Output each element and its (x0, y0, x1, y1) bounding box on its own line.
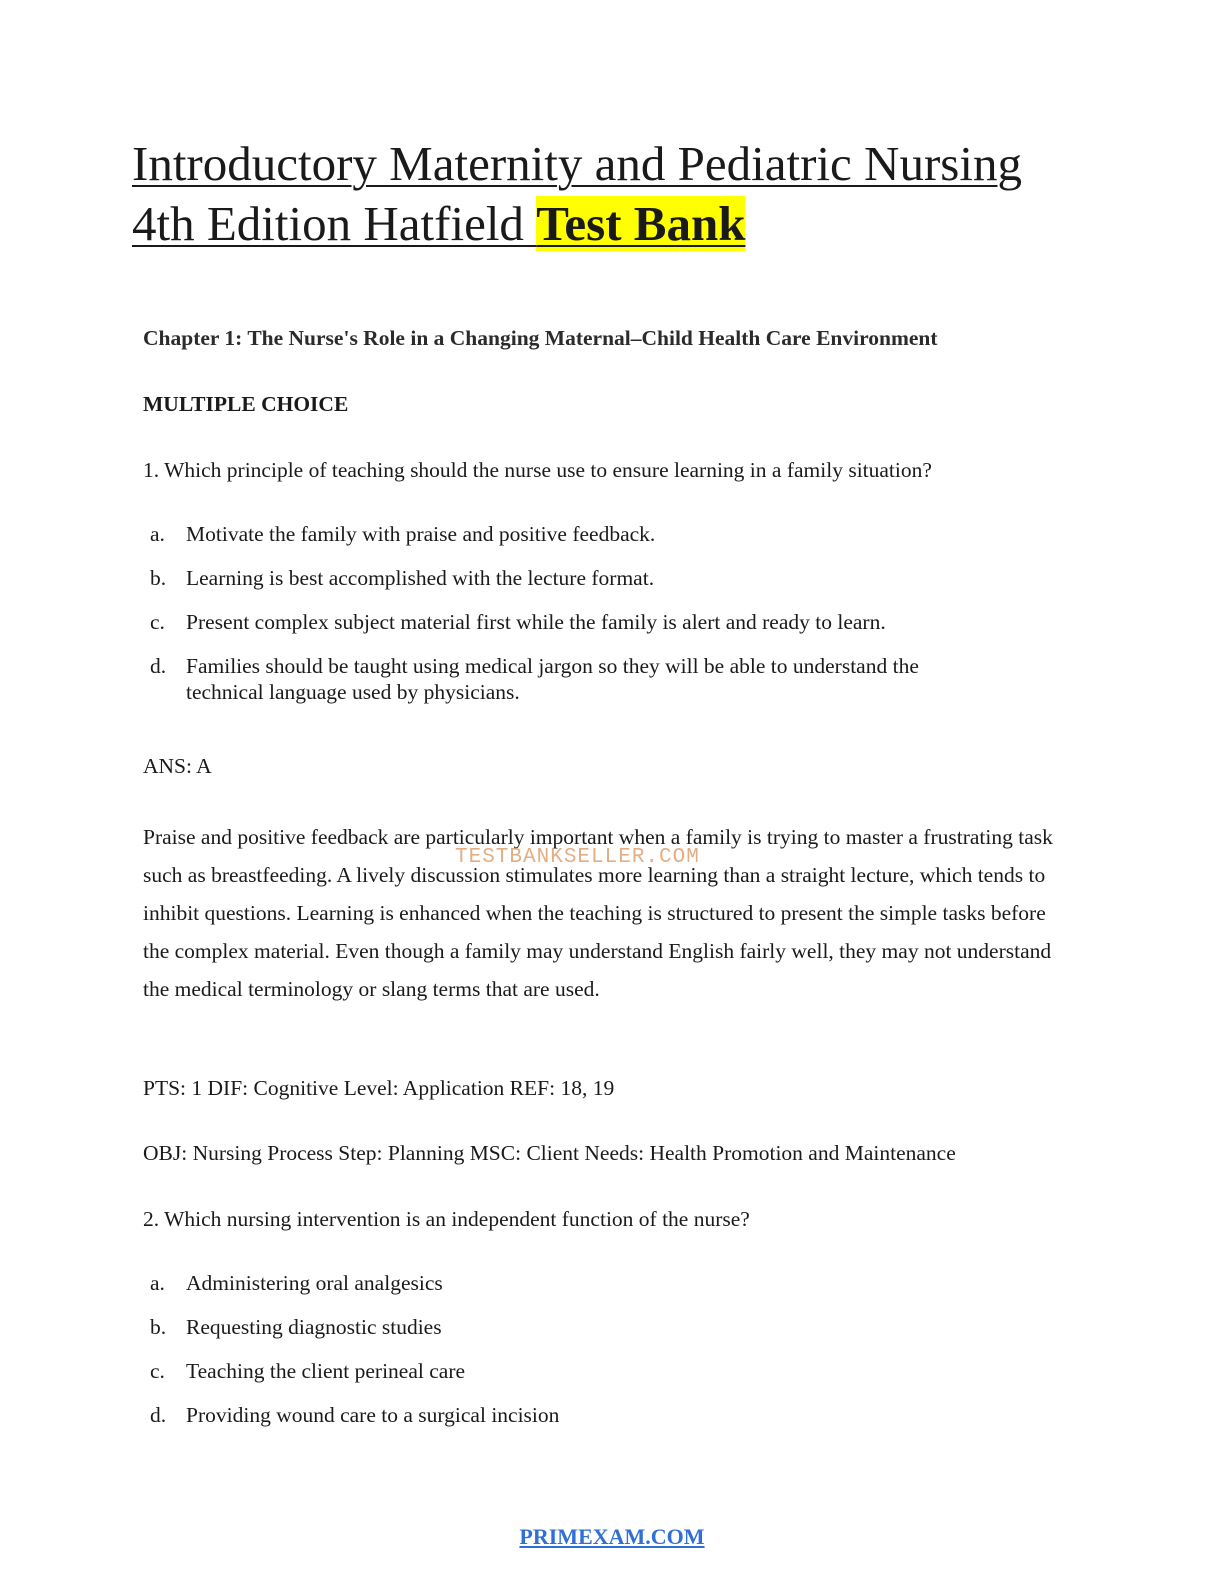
option-text: Requesting diagnostic studies (186, 1315, 442, 1339)
option-letter: d. (150, 1403, 167, 1427)
question-1-options (143, 521, 1043, 705)
option-text: Teaching the client perineal care (186, 1359, 466, 1383)
option-d (143, 653, 966, 705)
option-a (143, 1270, 1043, 1296)
option-letter: a. (150, 522, 165, 546)
chapter-heading: Chapter 1: The Nurse's Role in a Changing Maternal–Child Health Care Environment (143, 326, 938, 350)
option-text: Learning is best accomplished with the lecture format. (186, 566, 655, 590)
watermark-text: TESTBANKSELLER.COM (455, 846, 700, 869)
option-text: Families should be taught using medical jargon so they will be able to understand the technical language used by physicians. (186, 654, 919, 704)
option-text: Administering oral analgesics (186, 1271, 443, 1295)
footer-link[interactable]: PRIMEXAM.COM (519, 1524, 705, 1549)
pts-line: PTS: 1 DIF: Cognitive Level: Application REF: 18, 19 (143, 1076, 615, 1100)
document-title (132, 134, 1112, 254)
option-a (143, 521, 1043, 547)
question-2-options (143, 1270, 1043, 1428)
option-c (143, 609, 1043, 635)
option-letter: b. (150, 1315, 167, 1339)
option-d (143, 1402, 1043, 1428)
question-1-stem: 1. Which principle of teaching should the nurse use to ensure learning in a family situation? (143, 458, 932, 482)
question-2-stem: 2. Which nursing intervention is an independent function of the nurse? (143, 1207, 750, 1231)
title-line-1: Introductory Maternity and Pediatric Nursing (132, 136, 1022, 191)
option-letter: c. (150, 610, 165, 634)
option-text: Providing wound care to a surgical incision (186, 1403, 560, 1427)
option-b (143, 1314, 1043, 1340)
section-heading: MULTIPLE CHOICE (143, 392, 349, 416)
option-letter: c. (150, 1359, 165, 1383)
option-letter: a. (150, 1271, 165, 1295)
answer-key: ANS: A (143, 754, 212, 778)
title-line-2-prefix: 4th Edition Hatfield (132, 196, 537, 251)
footer (0, 1524, 1224, 1550)
title-highlight: Test Bank (536, 196, 746, 251)
option-text: Motivate the family with praise and positive feedback. (186, 522, 656, 546)
option-c (143, 1358, 1043, 1384)
option-text: Present complex subject material first while the family is alert and ready to learn. (186, 610, 886, 634)
rationale-paragraph: Praise and positive feedback are particularly important when a family is trying to master a frustrating task such as breastfeeding. A lively discussion stimulates more learning than a straight lecture, which tends to inhibit questions. Learning is enhanced when the teaching is structured to present the simple tasks before the complex material. Even though a family may understand English fairly well, they may not understand the medical terminology or slang terms that are used. (143, 825, 1053, 1001)
option-b (143, 565, 1043, 591)
obj-line: OBJ: Nursing Process Step: Planning MSC: Client Needs: Health Promotion and Maintenance (143, 1141, 956, 1165)
option-letter: b. (150, 566, 167, 590)
option-letter: d. (150, 654, 167, 678)
title-line-2 (132, 196, 745, 251)
